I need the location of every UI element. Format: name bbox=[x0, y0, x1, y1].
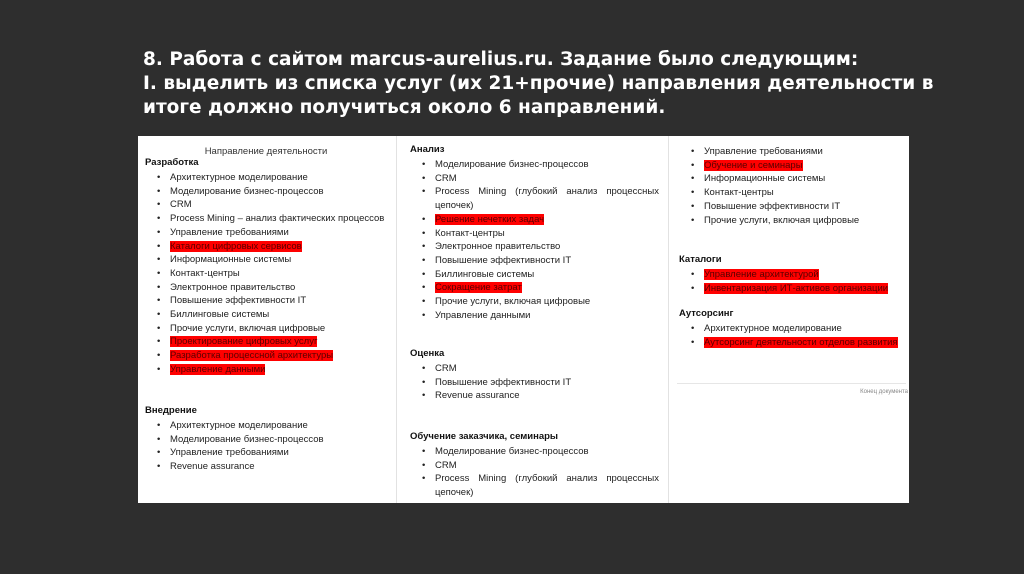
list-item: • Прочие услуги, включая цифровые bbox=[145, 322, 388, 336]
slide-title-line-1: 8. Работа с сайтом marcus-aurelius.ru. Задание было следующим: bbox=[143, 49, 859, 70]
item-list bbox=[145, 419, 388, 474]
list-item: • Архитектурное моделирование bbox=[145, 419, 388, 433]
list-item: • Электронное правительство bbox=[410, 240, 659, 254]
list-item: • Повышение эффективности IT bbox=[145, 294, 388, 308]
section-title: Внедрение bbox=[145, 405, 197, 416]
section-vnedrenie bbox=[145, 405, 388, 474]
section-katalogi bbox=[679, 254, 902, 295]
section-obuchenie bbox=[410, 431, 659, 500]
section-continued bbox=[679, 145, 902, 227]
section-title: Обучение заказчика, семинары bbox=[410, 431, 559, 442]
item-list bbox=[145, 171, 388, 377]
list-item: • Моделирование бизнес-процессов bbox=[145, 433, 388, 447]
list-item: • Информационные системы bbox=[679, 172, 902, 186]
list-item: • Прочие услуги, включая цифровые bbox=[410, 295, 659, 309]
item-list bbox=[679, 145, 902, 227]
list-item: • Моделирование бизнес-процессов bbox=[410, 158, 659, 172]
slide-title bbox=[143, 48, 934, 120]
list-item: • CRM bbox=[145, 198, 388, 212]
item-list bbox=[410, 158, 659, 322]
list-item: • Контакт-центры bbox=[410, 227, 659, 241]
list-item: • Контакт-центры bbox=[679, 186, 902, 200]
list-item: • Повышение эффективности IT bbox=[410, 376, 659, 390]
list-item-highlighted: • Проектирование цифровых услуг bbox=[145, 335, 388, 349]
document-column-3 bbox=[668, 136, 909, 503]
list-item: • Моделирование бизнес-процессов bbox=[410, 445, 659, 459]
item-list bbox=[679, 268, 902, 295]
list-item: • Revenue assurance bbox=[145, 460, 388, 474]
list-item: • Повышение эффективности IT bbox=[410, 254, 659, 268]
list-item: • Revenue assurance bbox=[410, 389, 659, 403]
list-item: • Моделирование бизнес-процессов bbox=[145, 185, 388, 199]
list-item-highlighted: • Разработка процессной архитектуры bbox=[145, 349, 388, 363]
document-column-1 bbox=[138, 136, 394, 503]
item-list bbox=[410, 362, 659, 403]
list-item: • Process Mining (глубокий анализ процессных цепочек) bbox=[410, 472, 659, 499]
list-item-highlighted: • Решение нечетких задач bbox=[410, 213, 659, 227]
section-title: Разработка bbox=[145, 157, 199, 168]
section-razrabotka bbox=[145, 157, 388, 377]
list-item: • Информационные системы bbox=[145, 253, 388, 267]
list-item: • Повышение эффективности IT bbox=[679, 200, 902, 214]
list-item: • Process Mining – анализ фактических процессов bbox=[145, 212, 388, 226]
list-item: • Биллинговые системы bbox=[410, 268, 659, 282]
list-item: • Process Mining (глубокий анализ процессных цепочек) bbox=[410, 185, 659, 212]
list-item: • Биллинговые системы bbox=[145, 308, 388, 322]
item-list bbox=[410, 445, 659, 500]
list-item: • Управление требованиями bbox=[145, 226, 388, 240]
list-item: • Архитектурное моделирование bbox=[679, 322, 902, 336]
document-end-divider bbox=[677, 383, 906, 384]
document-screenshot bbox=[138, 136, 909, 503]
section-analiz bbox=[410, 144, 659, 322]
document-column-2 bbox=[396, 136, 669, 503]
section-ocenka bbox=[410, 348, 659, 403]
list-item-highlighted: • Инвентаризация ИТ-активов организации bbox=[679, 282, 902, 296]
section-title: Анализ bbox=[410, 144, 445, 155]
list-item: • Контакт-центры bbox=[145, 267, 388, 281]
document-end-marker: Конец документа bbox=[860, 389, 908, 395]
item-list bbox=[679, 322, 902, 349]
list-item-highlighted: • Управление архитектурой bbox=[679, 268, 902, 282]
section-title: Оценка bbox=[410, 348, 445, 359]
section-title: Аутсорсинг bbox=[679, 308, 734, 319]
list-item: • Архитектурное моделирование bbox=[145, 171, 388, 185]
list-item: • Управление требованиями bbox=[679, 145, 902, 159]
list-item-highlighted: • Каталоги цифровых сервисов bbox=[145, 240, 388, 254]
list-item: • Прочие услуги, включая цифровые bbox=[679, 214, 902, 228]
section-autsorsing bbox=[679, 308, 902, 349]
slide-title-line-3: итоге должно получиться около 6 направлений. bbox=[143, 97, 666, 118]
column-header: Направление деятельности bbox=[204, 146, 328, 157]
list-item-highlighted: • Управление данными bbox=[145, 363, 388, 377]
list-item-highlighted: • Аутсорсинг деятельности отделов развития bbox=[679, 336, 902, 350]
section-title: Каталоги bbox=[679, 254, 722, 265]
list-item: • CRM bbox=[410, 172, 659, 186]
list-item: • Электронное правительство bbox=[145, 281, 388, 295]
list-item: • Управление требованиями bbox=[145, 446, 388, 460]
list-item: • CRM bbox=[410, 459, 659, 473]
slide-title-line-2: I. выделить из списка услуг (их 21+прочие) направления деятельности в bbox=[143, 73, 934, 94]
list-item: • CRM bbox=[410, 362, 659, 376]
list-item-highlighted: • Обучение и семинары bbox=[679, 159, 902, 173]
list-item-highlighted: • Сокращение затрат bbox=[410, 281, 659, 295]
list-item: • Управление данными bbox=[410, 309, 659, 323]
